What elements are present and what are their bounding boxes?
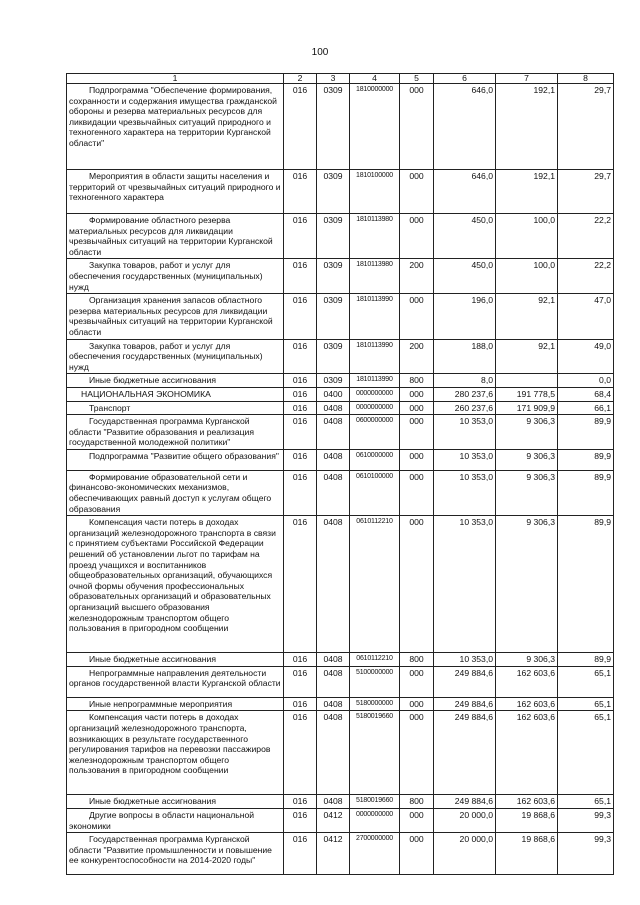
row-value-cell: 000 xyxy=(400,294,434,339)
row-value-cell: 10 353,0 xyxy=(434,470,496,515)
row-name-cell: Организация хранения запасов областного резерва материальных ресурсов для ликвидации чрезвычайных ситуаций на территории Курганской области xyxy=(67,294,284,339)
row-value-cell: 0309 xyxy=(317,84,350,170)
row-name-cell: Иные непрограммные мероприятия xyxy=(67,697,284,711)
header-cell: 5 xyxy=(400,74,434,84)
row-value-cell: 000 xyxy=(400,170,434,214)
row-value-cell: 1810113990 xyxy=(350,294,400,339)
row-value-cell: 0610112210 xyxy=(350,516,400,653)
header-cell: 2 xyxy=(284,74,317,84)
row-value-cell: 20 000,0 xyxy=(434,833,496,875)
row-name-cell: Иные бюджетные ассигнования xyxy=(67,374,284,388)
row-value-cell: 68,4 xyxy=(558,387,614,401)
row-value-cell: 016 xyxy=(284,833,317,875)
table-row xyxy=(67,470,614,515)
row-value-cell: 016 xyxy=(284,795,317,809)
row-name-cell: Государственная программа Курганской области "Развитие промышленности и повышение ее конкурентоспособности на 2014-2020 годы" xyxy=(67,833,284,875)
row-value-cell: 0309 xyxy=(317,339,350,374)
row-value-cell: 0610112210 xyxy=(350,653,400,667)
row-value-cell: 10 353,0 xyxy=(434,415,496,450)
row-value-cell: 65,1 xyxy=(558,795,614,809)
row-value-cell: 65,1 xyxy=(558,697,614,711)
row-value-cell: 0408 xyxy=(317,449,350,470)
row-value-cell: 0412 xyxy=(317,833,350,875)
table-row xyxy=(67,697,614,711)
row-value-cell: 47,0 xyxy=(558,294,614,339)
row-value-cell: 192,1 xyxy=(496,84,558,170)
row-value-cell: 0408 xyxy=(317,711,350,795)
row-value-cell: 0400 xyxy=(317,387,350,401)
row-value-cell: 000 xyxy=(400,214,434,259)
row-value-cell: 162 603,6 xyxy=(496,697,558,711)
row-name-cell: Непрограммные направления деятельности органов государственной власти Курганской области xyxy=(67,666,284,697)
row-value-cell: 016 xyxy=(284,449,317,470)
row-value-cell: 0408 xyxy=(317,401,350,415)
table-row xyxy=(67,170,614,214)
row-value-cell: 0610100000 xyxy=(350,470,400,515)
row-value-cell: 8,0 xyxy=(434,374,496,388)
row-name-cell: Подпрограмма "Обеспечение формирования, сохранности и содержания имущества гражданской обороны и резерва материальных ресурсов для ликвидации чрезвычайных ситуаций природного и техногенного характера на территории Курганской области" xyxy=(67,84,284,170)
row-value-cell: 1810100000 xyxy=(350,170,400,214)
row-name-cell: Иные бюджетные ассигнования xyxy=(67,795,284,809)
row-value-cell: 249 884,6 xyxy=(434,697,496,711)
row-name-cell: Компенсация части потерь в доходах организаций железнодорожного транспорта в связи с принятием субъектами Российской Федерации решений об установлении льгот по тарифам на проезд учащихся и воспитанников общеобразовательных организаций, обучающихся очной формы обучения профессиональных образовательных организаций и образовательных организаций высшего образования железнодорожным транспортом общего пользования в пригородном сообщении xyxy=(67,516,284,653)
row-value-cell: 5100000000 xyxy=(350,666,400,697)
row-value-cell: 000 xyxy=(400,666,434,697)
row-value-cell: 22,2 xyxy=(558,214,614,259)
row-value-cell: 016 xyxy=(284,653,317,667)
row-value-cell: 0408 xyxy=(317,470,350,515)
header-cell: 8 xyxy=(558,74,614,84)
row-value-cell: 450,0 xyxy=(434,214,496,259)
row-value-cell: 10 353,0 xyxy=(434,653,496,667)
row-value-cell: 0309 xyxy=(317,214,350,259)
row-value-cell: 000 xyxy=(400,516,434,653)
table-header-row xyxy=(67,74,614,84)
row-value-cell: 0309 xyxy=(317,170,350,214)
row-value-cell: 0309 xyxy=(317,374,350,388)
row-value-cell: 89,9 xyxy=(558,449,614,470)
row-value-cell: 19 868,6 xyxy=(496,809,558,833)
row-name-cell: Транспорт xyxy=(67,401,284,415)
row-name-cell: НАЦИОНАЛЬНАЯ ЭКОНОМИКА xyxy=(67,387,284,401)
table-row xyxy=(67,653,614,667)
row-value-cell: 016 xyxy=(284,711,317,795)
row-value-cell: 1810113990 xyxy=(350,339,400,374)
row-value-cell: 89,9 xyxy=(558,516,614,653)
row-value-cell: 100,0 xyxy=(496,214,558,259)
row-value-cell: 2700000000 xyxy=(350,833,400,875)
row-value-cell: 10 353,0 xyxy=(434,449,496,470)
row-value-cell: 188,0 xyxy=(434,339,496,374)
row-value-cell: 0000000000 xyxy=(350,809,400,833)
row-value-cell: 0309 xyxy=(317,294,350,339)
table-row xyxy=(67,401,614,415)
row-value-cell: 249 884,6 xyxy=(434,711,496,795)
row-value-cell: 22,2 xyxy=(558,259,614,294)
table-row xyxy=(67,415,614,450)
row-value-cell: 0408 xyxy=(317,795,350,809)
table-row xyxy=(67,795,614,809)
row-value-cell: 450,0 xyxy=(434,259,496,294)
row-value-cell: 1810113980 xyxy=(350,214,400,259)
row-name-cell: Мероприятия в области защиты населения и территорий от чрезвычайных ситуаций природного и техногенного характера xyxy=(67,170,284,214)
row-value-cell: 0610000000 xyxy=(350,449,400,470)
row-value-cell: 9 306,3 xyxy=(496,470,558,515)
row-value-cell: 10 353,0 xyxy=(434,516,496,653)
row-name-cell: Другие вопросы в области национальной экономики xyxy=(67,809,284,833)
row-value-cell: 016 xyxy=(284,697,317,711)
row-value-cell: 000 xyxy=(400,833,434,875)
row-value-cell: 29,7 xyxy=(558,84,614,170)
row-value-cell: 20 000,0 xyxy=(434,809,496,833)
row-value-cell: 92,1 xyxy=(496,294,558,339)
row-value-cell: 19 868,6 xyxy=(496,833,558,875)
row-value-cell: 016 xyxy=(284,214,317,259)
header-cell: 1 xyxy=(67,74,284,84)
row-value-cell: 162 603,6 xyxy=(496,666,558,697)
row-value-cell: 5180019660 xyxy=(350,795,400,809)
row-value-cell: 646,0 xyxy=(434,170,496,214)
row-value-cell: 016 xyxy=(284,84,317,170)
header-cell: 3 xyxy=(317,74,350,84)
row-value-cell: 016 xyxy=(284,374,317,388)
row-value-cell: 100,0 xyxy=(496,259,558,294)
table-row xyxy=(67,666,614,697)
row-value-cell: 016 xyxy=(284,809,317,833)
row-value-cell: 000 xyxy=(400,809,434,833)
header-cell: 6 xyxy=(434,74,496,84)
row-value-cell: 016 xyxy=(284,294,317,339)
row-value-cell: 016 xyxy=(284,401,317,415)
row-value-cell: 0000000000 xyxy=(350,401,400,415)
row-name-cell: Формирование областного резерва материальных ресурсов для ликвидации чрезвычайных ситуаций на территории Курганской области xyxy=(67,214,284,259)
row-value-cell: 9 306,3 xyxy=(496,653,558,667)
row-value-cell: 000 xyxy=(400,84,434,170)
row-name-cell: Иные бюджетные ассигнования xyxy=(67,653,284,667)
row-value-cell: 9 306,3 xyxy=(496,449,558,470)
row-value-cell: 280 237,6 xyxy=(434,387,496,401)
row-value-cell: 0412 xyxy=(317,809,350,833)
row-value-cell: 0408 xyxy=(317,697,350,711)
row-value-cell: 49,0 xyxy=(558,339,614,374)
row-value-cell: 800 xyxy=(400,653,434,667)
row-value-cell: 016 xyxy=(284,516,317,653)
row-value-cell: 200 xyxy=(400,339,434,374)
table-row xyxy=(67,516,614,653)
row-value-cell: 000 xyxy=(400,711,434,795)
table-row xyxy=(67,711,614,795)
row-value-cell: 000 xyxy=(400,415,434,450)
table-row xyxy=(67,833,614,875)
row-value-cell: 89,9 xyxy=(558,415,614,450)
row-value-cell: 171 909,9 xyxy=(496,401,558,415)
row-value-cell: 1810113980 xyxy=(350,259,400,294)
row-value-cell: 646,0 xyxy=(434,84,496,170)
row-value-cell: 016 xyxy=(284,666,317,697)
table-row xyxy=(67,449,614,470)
row-value-cell: 1810113990 xyxy=(350,374,400,388)
row-value-cell: 65,1 xyxy=(558,666,614,697)
row-name-cell: Закупка товаров, работ и услуг для обеспечения государственных (муниципальных) нужд xyxy=(67,339,284,374)
row-value-cell: 260 237,6 xyxy=(434,401,496,415)
row-value-cell: 0600000000 xyxy=(350,415,400,450)
table-row xyxy=(67,214,614,259)
table-row xyxy=(67,84,614,170)
row-value-cell: 99,3 xyxy=(558,833,614,875)
row-name-cell: Государственная программа Курганской области "Развитие образования и реализация государственной молодежной политики" xyxy=(67,415,284,450)
row-value-cell: 016 xyxy=(284,415,317,450)
row-name-cell: Формирование образовательной сети и финансово-экономических механизмов, обеспечивающих равный доступ к услугам общего образования xyxy=(67,470,284,515)
row-value-cell: 000 xyxy=(400,401,434,415)
row-value-cell: 191 778,5 xyxy=(496,387,558,401)
row-value-cell: 016 xyxy=(284,470,317,515)
row-value-cell: 200 xyxy=(400,259,434,294)
row-value-cell: 192,1 xyxy=(496,170,558,214)
row-value-cell: 162 603,6 xyxy=(496,795,558,809)
row-value-cell: 9 306,3 xyxy=(496,516,558,653)
row-value-cell: 0408 xyxy=(317,666,350,697)
row-value-cell: 0408 xyxy=(317,415,350,450)
table-row xyxy=(67,339,614,374)
row-value-cell: 0408 xyxy=(317,653,350,667)
table-row xyxy=(67,809,614,833)
row-value-cell: 0408 xyxy=(317,516,350,653)
row-value-cell: 0309 xyxy=(317,259,350,294)
row-value-cell: 89,9 xyxy=(558,653,614,667)
header-cell: 7 xyxy=(496,74,558,84)
budget-table xyxy=(66,73,614,875)
row-value-cell: 65,1 xyxy=(558,711,614,795)
row-value-cell: 1810000000 xyxy=(350,84,400,170)
table-row xyxy=(67,294,614,339)
row-value-cell: 99,3 xyxy=(558,809,614,833)
page-number: 100 xyxy=(311,47,329,58)
row-value-cell: 800 xyxy=(400,374,434,388)
row-name-cell: Компенсация части потерь в доходах организаций железнодорожного транспорта, возникающих в результате государственного регулирования тарифов на перевозки пассажиров железнодорожным транспортом общего пользования в пригородном сообщении xyxy=(67,711,284,795)
row-value-cell: 016 xyxy=(284,170,317,214)
row-value-cell: 162 603,6 xyxy=(496,711,558,795)
row-value-cell: 000 xyxy=(400,470,434,515)
row-value-cell: 92,1 xyxy=(496,339,558,374)
row-name-cell: Подпрограмма "Развитие общего образования" xyxy=(67,449,284,470)
header-cell: 4 xyxy=(350,74,400,84)
row-value-cell: 000 xyxy=(400,697,434,711)
row-value-cell: 5180019660 xyxy=(350,711,400,795)
row-value-cell: 249 884,6 xyxy=(434,666,496,697)
row-value-cell xyxy=(496,374,558,388)
row-value-cell: 000 xyxy=(400,449,434,470)
row-value-cell: 0000000000 xyxy=(350,387,400,401)
row-value-cell: 016 xyxy=(284,259,317,294)
table-row xyxy=(67,387,614,401)
row-name-cell: Закупка товаров, работ и услуг для обеспечения государственных (муниципальных) нужд xyxy=(67,259,284,294)
row-value-cell: 196,0 xyxy=(434,294,496,339)
row-value-cell: 000 xyxy=(400,387,434,401)
row-value-cell: 249 884,6 xyxy=(434,795,496,809)
row-value-cell: 9 306,3 xyxy=(496,415,558,450)
row-value-cell: 5180000000 xyxy=(350,697,400,711)
row-value-cell: 29,7 xyxy=(558,170,614,214)
row-value-cell: 800 xyxy=(400,795,434,809)
table-row xyxy=(67,259,614,294)
row-value-cell: 0,0 xyxy=(558,374,614,388)
row-value-cell: 89,9 xyxy=(558,470,614,515)
row-value-cell: 66,1 xyxy=(558,401,614,415)
row-value-cell: 016 xyxy=(284,339,317,374)
table-row xyxy=(67,374,614,388)
row-value-cell: 016 xyxy=(284,387,317,401)
